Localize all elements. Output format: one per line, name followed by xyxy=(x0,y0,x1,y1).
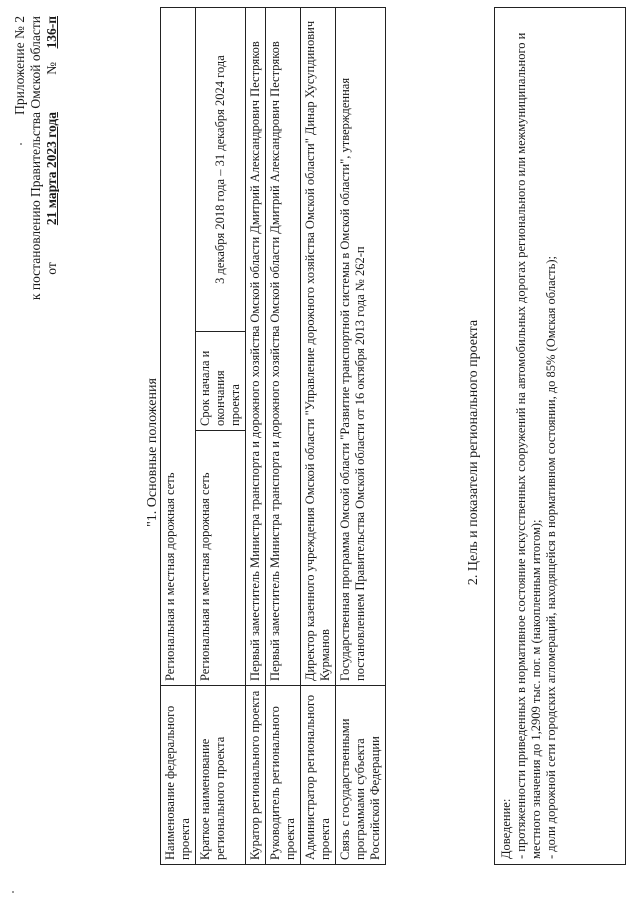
federal-project-label: Наименование федерального проекта xyxy=(161,686,196,865)
date-prefix: от xyxy=(44,262,59,275)
table-row xyxy=(246,8,266,865)
project-info-table xyxy=(160,7,386,865)
head-value: Первый заместитель Министра транспорта и дорожного хозяйства Омской области Дмитрий Александрович Пестряков xyxy=(266,8,301,686)
goal-item: - протяженности приведенных в нормативное состояние искусственных сооружений на автомобильных дорогах регионального или межмуниципального и местного значения до 1,2909 тыс. пог. м (накопленным итогом); xyxy=(514,32,543,859)
appendix-header xyxy=(12,16,60,300)
table-row xyxy=(301,8,336,865)
decree-date: 21 марта 2023 года xyxy=(44,112,59,226)
administrator-label: Администратор регионального проекта xyxy=(301,686,336,865)
federal-project-value: Региональная и местная дорожная сеть xyxy=(161,8,196,686)
administrator-value: Директор казенного учреждения Омской области "Управление дорожного хозяйства Омской области" Динар Хусупдинович Курманов xyxy=(301,8,336,686)
appendix-title: Приложение № 2 xyxy=(12,16,27,115)
term-label: Срок начала и окончания проекта xyxy=(196,332,246,431)
table-row xyxy=(196,8,246,865)
head-label: Руководитель регионального проекта xyxy=(266,686,301,865)
short-name-value: Региональная и местная дорожная сеть xyxy=(196,431,246,686)
term-value: 3 декабря 2018 года – 31 декабря 2024 года xyxy=(196,8,246,332)
link-label: Связь с государственными программами субъекта Российской Федерации xyxy=(336,686,386,865)
curator-value: Первый заместитель Министра транспорта и дорожного хозяйства Омской области Дмитрий Александрович Пестряков xyxy=(246,8,266,686)
table-row xyxy=(266,8,301,865)
appendix-date-line xyxy=(44,16,60,300)
goal-heading: Доведение: xyxy=(499,798,513,859)
number-prefix: № xyxy=(44,62,59,75)
appendix-decree-line: к постановлению Правительства Омской области xyxy=(28,16,43,301)
scan-speck xyxy=(20,143,22,145)
section-1-title: "1. Основные положения xyxy=(145,378,160,527)
section-2-title: 2. Цель и показатели регионального проекта xyxy=(466,319,481,586)
table-row xyxy=(161,8,196,865)
goal-box xyxy=(494,7,626,865)
link-value: Государственная программа Омской области "Развитие транспортной системы в Омской области", утвержденная постановлением Правительства Омской области от 16 октября 2013 года № 262-п xyxy=(336,8,386,686)
decree-number: 136-п xyxy=(44,16,59,49)
curator-label: Куратор регионального проекта xyxy=(246,686,266,865)
short-name-label: Краткое наименование регионального проекта xyxy=(196,686,246,865)
scan-speck xyxy=(12,891,14,893)
table-row xyxy=(336,8,386,865)
goal-item: - доли дорожной сети городских агломераций, находящейся в нормативном состоянии, до 85% (Омская область); xyxy=(544,256,558,859)
